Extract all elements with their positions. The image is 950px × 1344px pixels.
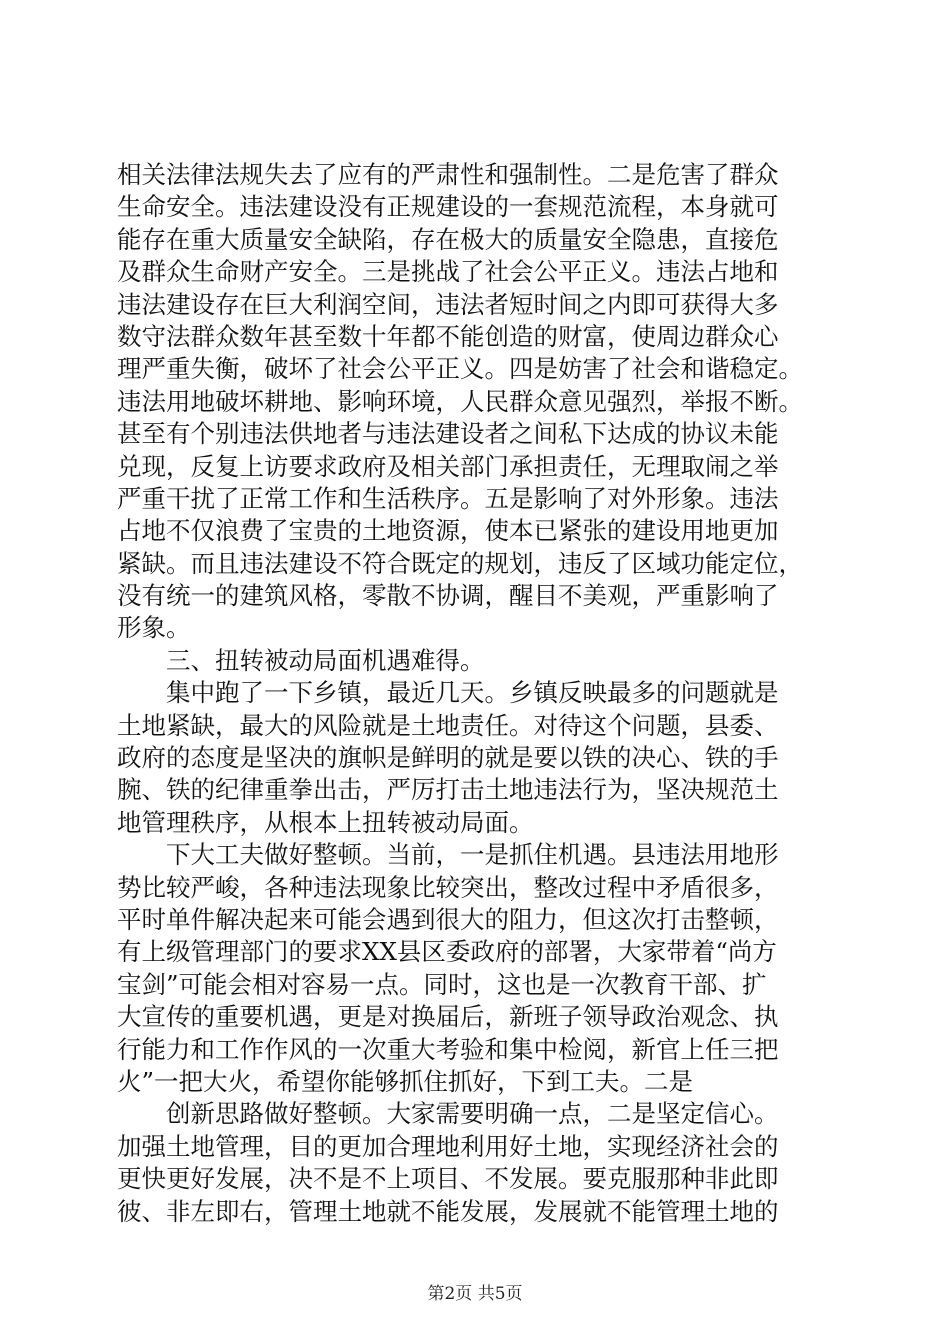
text-line: 土地紧缺，最大的风险就是土地责任。对待这个问题，县委、	[117, 710, 779, 740]
text-line: 能存在重大质量安全缺陷，存在极大的质量安全隐患，直接危	[117, 224, 779, 254]
text-line: 火”一把大火，希望你能够抓住抓好，下到工夫。二是	[117, 1066, 694, 1096]
page-number-footer: 第2页 共5页	[427, 1284, 523, 1304]
text-line: 加强土地管理，目的更加合理地利用好土地，实现经济社会的	[117, 1131, 779, 1161]
paragraph-5	[117, 1098, 837, 1228]
section-heading	[117, 645, 837, 677]
text-line: 腕、铁的纪律重拳出击，严厉打击土地违法行为，坚决规范土	[117, 775, 779, 805]
text-line: 创新思路做好整顿。大家需要明确一点，二是坚定信心。	[166, 1099, 779, 1129]
text-line: 形象。	[117, 613, 191, 643]
text-line: 有上级管理部门的要求XX县区委政府的部署，大家带着“尚方	[117, 937, 777, 967]
text-line: 违法用地破坏耕地、影响环境，人民群众意见强烈，举报不断。	[117, 386, 803, 416]
text-line: 地管理秩序，从根本上扭转被动局面。	[117, 807, 534, 837]
heading-line: 三、扭转被动局面机遇难得。	[166, 645, 485, 675]
text-line: 行能力和工作作风的一次重大考验和集中检阅，新官上任三把	[117, 1034, 779, 1064]
text-line: 政府的态度是坚决的旗帜是鲜明的就是要以铁的决心、铁的手	[117, 743, 779, 773]
paragraph-3	[117, 677, 837, 839]
text-line: 宝剑”可能会相对容易一点。同时，这也是一次教育干部、扩	[117, 969, 767, 999]
text-line: 数守法群众数年甚至数十年都不能创造的财富，使周边群众心	[117, 321, 779, 351]
text-line: 没有统一的建筑风格，零散不协调，醒目不美观，严重影响了	[117, 581, 779, 611]
document-body	[117, 159, 837, 1228]
text-line: 彼、非左即右，管理土地就不能发展，发展就不能管理土地的	[117, 1196, 779, 1226]
text-line: 严重干扰了正常工作和生活秩序。五是影响了对外形象。违法	[117, 483, 779, 513]
text-line: 平时单件解决起来可能会遇到很大的阻力，但这次打击整顿，	[117, 904, 779, 934]
text-line: 占地不仅浪费了宝贵的土地资源，使本已紧张的建设用地更加	[117, 516, 779, 546]
text-line: 甚至有个别违法供地者与违法建设者之间私下达成的协议未能	[117, 419, 779, 449]
text-line: 更快更好发展，决不是不上项目、不发展。要克服那种非此即	[117, 1164, 779, 1194]
text-line: 理严重失衡，破坏了社会公平正义。四是妨害了社会和谐稳定。	[117, 354, 803, 384]
text-line: 违法建设存在巨大利润空间，违法者短时间之内即可获得大多	[117, 289, 779, 319]
text-line: 下大工夫做好整顿。当前，一是抓住机遇。县违法用地形	[166, 840, 779, 870]
text-line: 集中跑了一下乡镇，最近几天。乡镇反映最多的问题就是	[166, 678, 779, 708]
paragraph-1	[117, 159, 837, 645]
text-line: 生命安全。违法建设没有正规建设的一套规范流程，本身就可	[117, 192, 779, 222]
text-line: 及群众生命财产安全。三是挑战了社会公平正义。违法占地和	[117, 257, 779, 287]
text-line: 相关法律法规失去了应有的严肃性和强制性。二是危害了群众	[117, 160, 779, 189]
text-line: 兑现，反复上访要求政府及相关部门承担责任，无理取闹之举	[117, 451, 779, 481]
text-line: 紧缺。而且违法建设不符合既定的规划，违反了区域功能定位，	[117, 548, 803, 578]
text-line: 势比较严峻，各种违法现象比较突出，整改过程中矛盾很多，	[117, 872, 779, 902]
text-line: 大宣传的重要机遇，更是对换届后，新班子领导政治观念、执	[117, 1002, 779, 1032]
paragraph-4	[117, 839, 837, 1098]
